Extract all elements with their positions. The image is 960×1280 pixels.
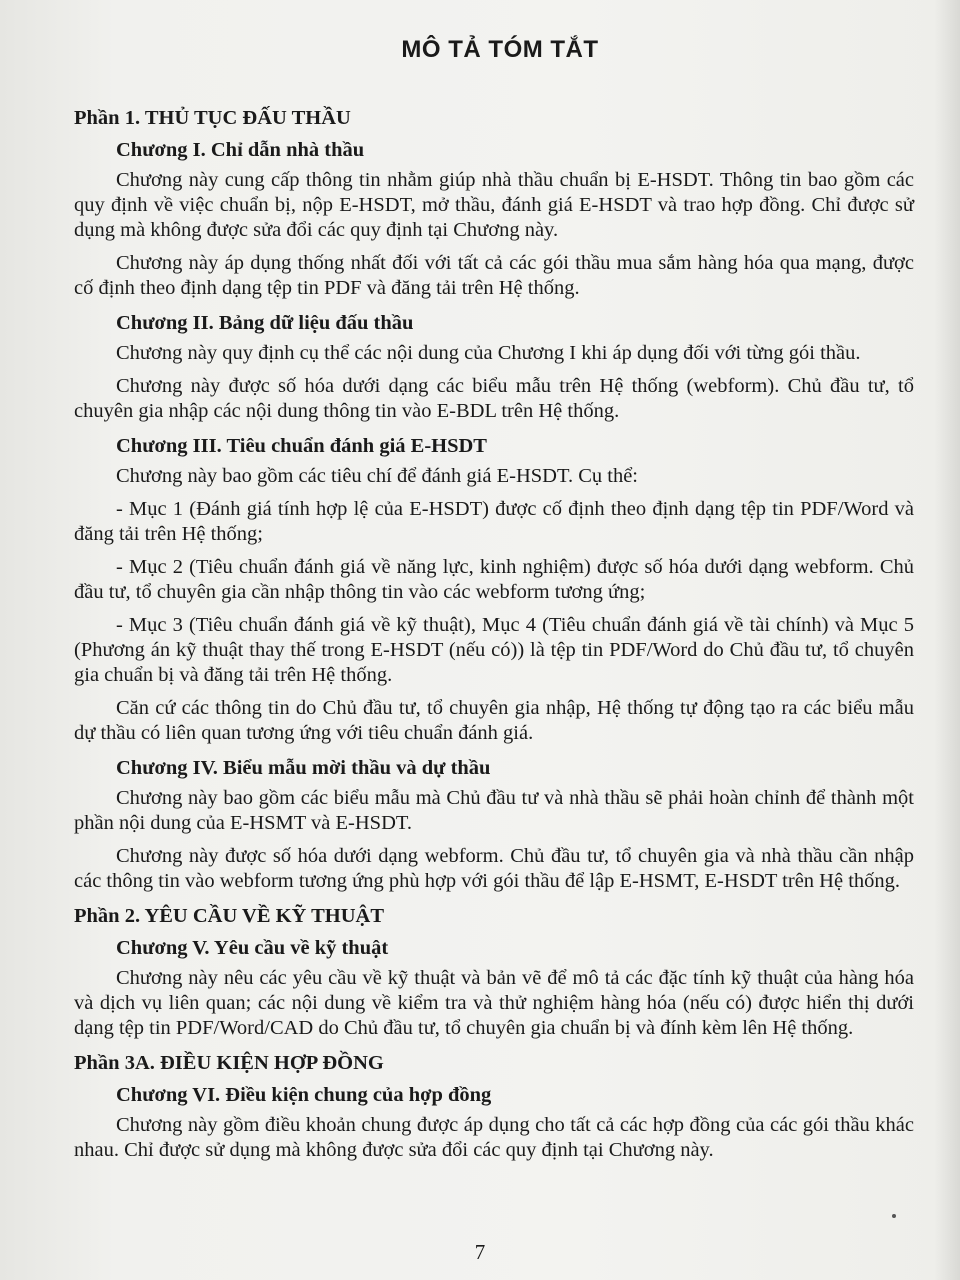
chapter-heading: Chương V. Yêu cầu về kỹ thuật xyxy=(116,937,389,959)
chapter-5 xyxy=(74,934,914,1041)
paragraph: Chương này bao gồm các tiêu chí để đánh giá E-HSDT. Cụ thể: xyxy=(116,465,638,487)
paragraph: Chương này gồm điều khoản chung được áp dụng cho tất cả các hợp đồng của các gói thầu khác nhau. Chỉ được sử dụng mà không được sửa đổi các quy định tại Chương này. xyxy=(74,1114,914,1161)
part-heading: Phần 2. YÊU CẦU VỀ KỸ THUẬT xyxy=(74,905,385,927)
paragraph: Chương này quy định cụ thể các nội dung của Chương I khi áp dụng đối với từng gói thầu. xyxy=(116,342,861,364)
page-title: MÔ TẢ TÓM TẮT xyxy=(401,36,599,63)
chapter-6 xyxy=(74,1081,914,1163)
chapter-heading: Chương VI. Điều kiện chung của hợp đồng xyxy=(116,1084,492,1106)
part-1 xyxy=(74,104,914,894)
paragraph: - Mục 2 (Tiêu chuẩn đánh giá về năng lực, kinh nghiệm) được số hóa dưới dạng webform. Chủ đầu tư, tổ chuyên gia cần nhập thông tin vào các webform tương ứng; xyxy=(74,556,914,603)
part-3a xyxy=(74,1049,914,1163)
page-edge-shadow xyxy=(934,0,960,1280)
part-heading: Phần 1. THỦ TỤC ĐẤU THẦU xyxy=(74,107,351,129)
part-heading: Phần 3A. ĐIỀU KIỆN HỢP ĐỒNG xyxy=(74,1052,384,1074)
chapter-heading: Chương II. Bảng dữ liệu đấu thầu xyxy=(116,312,414,334)
paragraph: Căn cứ các thông tin do Chủ đầu tư, tổ chuyên gia nhập, Hệ thống tự động tạo ra các biểu mẫu dự thầu có liên quan tương ứng với tiêu chuẩn đánh giá. xyxy=(74,697,914,744)
paragraph: Chương này được số hóa dưới dạng webform. Chủ đầu tư, tổ chuyên gia và nhà thầu cần nhập các thông tin vào webform tương ứng phù hợp với gói thầu để lập E-HSMT, E-HSDT trên Hệ thống. xyxy=(74,845,914,892)
paragraph: Chương này được số hóa dưới dạng các biểu mẫu trên Hệ thống (webform). Chủ đầu tư, tổ chuyên gia nhập các nội dung thông tin vào E-BDL trên Hệ thống. xyxy=(74,375,914,422)
chapter-heading: Chương III. Tiêu chuẩn đánh giá E-HSDT xyxy=(116,435,487,457)
paragraph: Chương này cung cấp thông tin nhằm giúp nhà thầu chuẩn bị E-HSDT. Thông tin bao gồm các quy định về việc chuẩn bị, nộp E-HSDT, mở thầu, đánh giá E-HSDT và trao hợp đồng. Chỉ được sử dụng mà không được sửa đổi các quy định tại Chương này. xyxy=(74,169,914,241)
paragraph: Chương này bao gồm các biểu mẫu mà Chủ đầu tư và nhà thầu sẽ phải hoàn chỉnh để thành một phần nội dung của E-HSMT và E-HSDT. xyxy=(74,787,914,834)
chapter-1 xyxy=(74,136,914,301)
chapter-4 xyxy=(74,754,914,894)
chapter-2 xyxy=(74,309,914,424)
chapter-heading: Chương IV. Biểu mẫu mời thầu và dự thầu xyxy=(116,757,491,779)
chapter-3 xyxy=(74,432,914,746)
page-content xyxy=(74,36,914,1171)
chapter-heading: Chương I. Chỉ dẫn nhà thầu xyxy=(116,139,365,161)
paragraph: Chương này áp dụng thống nhất đối với tất cả các gói thầu mua sắm hàng hóa qua mạng, được cố định theo định dạng tệp tin PDF và đăng tải trên Hệ thống. xyxy=(74,252,914,299)
ink-dot xyxy=(892,1214,896,1218)
paragraph: - Mục 1 (Đánh giá tính hợp lệ của E-HSDT) được cố định theo định dạng tệp tin PDF/Word và đăng tải trên Hệ thống; xyxy=(74,498,914,545)
paragraph: - Mục 3 (Tiêu chuẩn đánh giá về kỹ thuật), Mục 4 (Tiêu chuẩn đánh giá về tài chính) và Mục 5 (Phương án kỹ thuật thay thế trong E-HSDT (nếu có)) là tệp tin PDF/Word do Chủ đầu tư, tổ chuyên gia chuẩn bị và đăng tải trên Hệ thống. xyxy=(74,614,914,686)
paragraph: Chương này nêu các yêu cầu về kỹ thuật và bản vẽ để mô tả các đặc tính kỹ thuật của hàng hóa và dịch vụ liên quan; các nội dung về kiểm tra và thử nghiệm hàng hóa (nếu có) được hiển thị dưới dạng tệp tin PDF/Word/CAD do Chủ đầu tư, tổ chuyên gia chuẩn bị và đính kèm lên Hệ thống. xyxy=(74,967,914,1039)
page-number: 7 xyxy=(474,1240,486,1264)
part-2 xyxy=(74,902,914,1041)
